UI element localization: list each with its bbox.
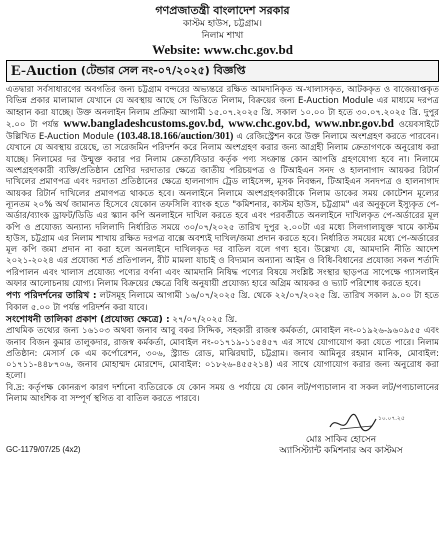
signatory-designation: অ্যাসিস্ট্যান্ট কমিশনার অব কাস্টমস [279, 446, 403, 457]
url-nbr: www.nbr.gov.bd [314, 117, 394, 130]
amendment-label: সংশোধনী তালিকা প্রকাশ (প্রযোজ্য ক্ষেত্রে) : [6, 313, 170, 325]
note-paragraph: বি.দ্র: কর্তৃপক্ষ কোনরূপ কারণ দর্শানো ব্যতিরেকে যে কোন সময় ও পর্যায়ে যে কোন লট/পণ্যচালান বা সকল লট/পণ্যচালানের নিলাম আংশিক বা সম্পূর্ণ স্থগিত বা বাতিল করতে পারবে। [6, 382, 439, 405]
url-bangladeshcustoms: www.bangladeshcustoms.gov.bd, [63, 117, 224, 130]
signatory [246, 435, 436, 457]
title-bangla: (টেন্ডার সেল নং-০৭/২০২৫) বিজ্ঞপ্তি [80, 64, 246, 77]
url-chc: www.chc.gov.bd, [228, 117, 311, 130]
gc-number: GC-1179/07/25 (4x2) [6, 445, 81, 455]
signatory-name: মোঃ সাকিব হোসেন [305, 435, 377, 446]
amendment-date: ২৭/০৭/২০২৫ খ্রি. [172, 314, 238, 325]
notice-title [6, 60, 439, 82]
url-auction-module: (103.48.18.166/auction/301) [116, 131, 234, 143]
signature-block [6, 411, 439, 455]
inspection-section [6, 290, 439, 314]
amendment-section [6, 314, 439, 326]
paragraph-1-part-c: এ রেজিস্ট্রেশন করে উক্ত নিলামে অংশগ্রহণ করতে পারবেন। যেখানে যে অবস্থায় রয়েছে, তা সরেজমিন পরিদর্শন করে নিলাম অংশগ্রহণ করার জন্য আগ্রহী নিলাম ক্রেতাগণকে অনুরোধ করা যাচ্ছে। নিলামের দর উন্মুক্ত করার পর নিলাম ক্রেতা/বিডার কর্তৃক পণ্য সংক্রান্ত কোন আপত্তি গ্রহণযোগ্য হবে না। নিলামে অংশগ্রহণকারী ব্যক্তি/প্রতিষ্ঠান শ্রেণির দরদাতার ক্ষেত্রে জাতীয় পরিচয়পত্র ও টিআইএন সনদ ও হালনাগাদ আয়কর রিটার্ন দাখিলের প্রমাণপত্র এবং দরদাতা প্রতিষ্ঠানের ক্ষেত্রে হালনাগাদ ট্রেড লাইসেন্স, মূসক নিবন্ধন, টিআইএন সনদপত্র ও হালনাগাদ আয়কর রিটার্ন দাখিলের প্রমাণপত্র থাকতে হবে। অনলাইনে নিলামে অংশগ্রহণকারীকে নিলাম ডাকের সময় কোটেশন মূল্যের ন্যূনতম ২০% অর্থ জামানত হিসেবে যেকোন তফসিলি ব্যাংক হতে "কমিশনার, কাস্টম হাউস, চট্টগ্রাম" এর অনুকূলে ইস্যুকৃত পে-অর্ডার/ব্যাংক ড্রাফট/ডিডি এর স্ক্যান কপি অনলাইনে দাখিল করতে হবে এবং পরবর্তীতে অনলাইনে দাখিলকৃত পে-অর্ডারের মূল কপি ও প্রযোজ্য অন্যান্য দলিলাদি নির্ধারিত সময়ে ৩০/০৭/২০২৫ তারিখ দুপুর ২.০০টা এর মধ্যে সিলগালাযুক্ত খামে কাস্টম হাউস, চট্টগ্রাম এর নিলাম শাখায় রক্ষিত দরপত্র বাক্সে অবশ্যই দাখিল/জমা প্রদান করতে হবে। নির্ধারিত সময়ের মধ্যে পে-অর্ডারের মূল কপি জমা প্রদান না করা হলে অনলাইনে দাখিলকৃত দর বাতিল বলে গণ্য হবে। উল্লেখ্য যে, আমদানি নীতি আদেশ ২০২১-২০২৪ এর প্রযোজ্য শর্ত প্রতিপালন, রীট মামলা যাচাই ও বিদ্যমান অন্যান্য আইন ও বিধি-বিধানের প্রযোজ্য সকল শর্তাদি পরিপালন এবং খালাস প্রযোজ্য পণ্যের বর্ণনা এবং আমদানি নিষিদ্ধ পণ্যের বিষয়ে সংশ্লিষ্ট সংস্থার ছাড়পত্র সাপেক্ষে গ্যাসলাইন অফার আলোচনায় যোগ্য। নিলাম বিক্রয়ের ক্ষেত্রে বিধি অনুযায়ী প্রযোজ্য হারে অগ্রিম আয়কর ও ভ্যাট পরিশোধ করতে হবে। [6, 132, 439, 290]
title-english: E-Auction [11, 63, 77, 79]
paragraph-1-part-b: ওয়েবসাইটে উল্লিখিত E-Auction Module [6, 119, 439, 143]
inspection-text: লটসমূহ নিলামে আগামী ১৬/০৭/২০২৫ খ্রি. থেকে ২২/০৭/২০২৫ খ্রি. তারিখ সকাল ৯.০০ টা হতে বিকাল ৫.০০ টা পর্যন্ত পরিদর্শন করা যাবে। [6, 291, 439, 313]
website-line: Website: www.chc.gov.bd [152, 42, 293, 57]
main-paragraph [6, 85, 439, 290]
handwritten-signature [326, 411, 386, 435]
inspection-label: পণ্য পরিদর্শনের তারিখ : [6, 290, 97, 302]
branch-name: নিলাম শাখা [201, 31, 244, 41]
contact-paragraph: প্রাথমিক তথ্যের জন্য ১৬১০৩ অথবা জনাব আবু বকর সিদ্দিক, সহকারী রাজস্ব কর্মকর্তা, মোবাইল নং-০১৯২৬-৯৬০৯৫৫ এবং জনাব বিজন কুমার তালুকদার, রাজস্ব কর্মকর্তা, মোবাইল নং-০১৭১৯-১১৫৪৫৭ এর সাথে যোগাযোগ করা যেতে পারে। নিলাম প্রতিষ্ঠান: মেসার্স কে এম কর্পোরেশন, ৩০৬, স্ট্র্যান্ড রোড, মাঝিরঘাট, চট্টগ্রাম। জনাব আমিনুর রহমান মানিক, মোবাইল: ০১৭১১-৪৪৮৭০৬, জনাব মোহাম্মদ মোরশেদ, মোবাইল: ০১৮২৬-৪৫৫২১৪) এর সাথে যোগাযোগ করার জন্য অনুরোধ করা হলো। [6, 326, 439, 382]
notice-header [6, 4, 439, 58]
office-name: কাস্টম হাউস, চট্টগ্রাম। [182, 19, 263, 29]
paragraph-1-part-a: এতদ্বারা সর্বসাধারণের অবগতির জন্য চট্টগ্রাম বন্দরের অভ্যন্তরে রক্ষিত আমদানিকৃত অ-খালাসকৃত, আটককৃত ও বাজেয়াপ্তকৃত বিভিন্ন প্রকার মালামাল যেখানে যে অবস্থায় আছে সে ভিত্তিতে নিলাম, বিক্রয়ের জন্য E-Auction Module এর মাধ্যমে দরপত্র আহ্বান করা যাচ্ছে। উক্ত অনলাইন নিলাম প্রক্রিয়া আগামী ১৫.০৭.২০২৫ খ্রি. সকাল ১০.০০ টা হতে ৩০.০৭.২০২৫ খ্রি. দুপুর ২.০০ টা পর্যন্ত [6, 85, 439, 130]
notice-body [6, 85, 439, 405]
government-name: গণপ্রজাতন্ত্রী বাংলাদেশ সরকার [155, 4, 290, 17]
signature-date: ১০.০৭.২৫ [378, 416, 405, 423]
